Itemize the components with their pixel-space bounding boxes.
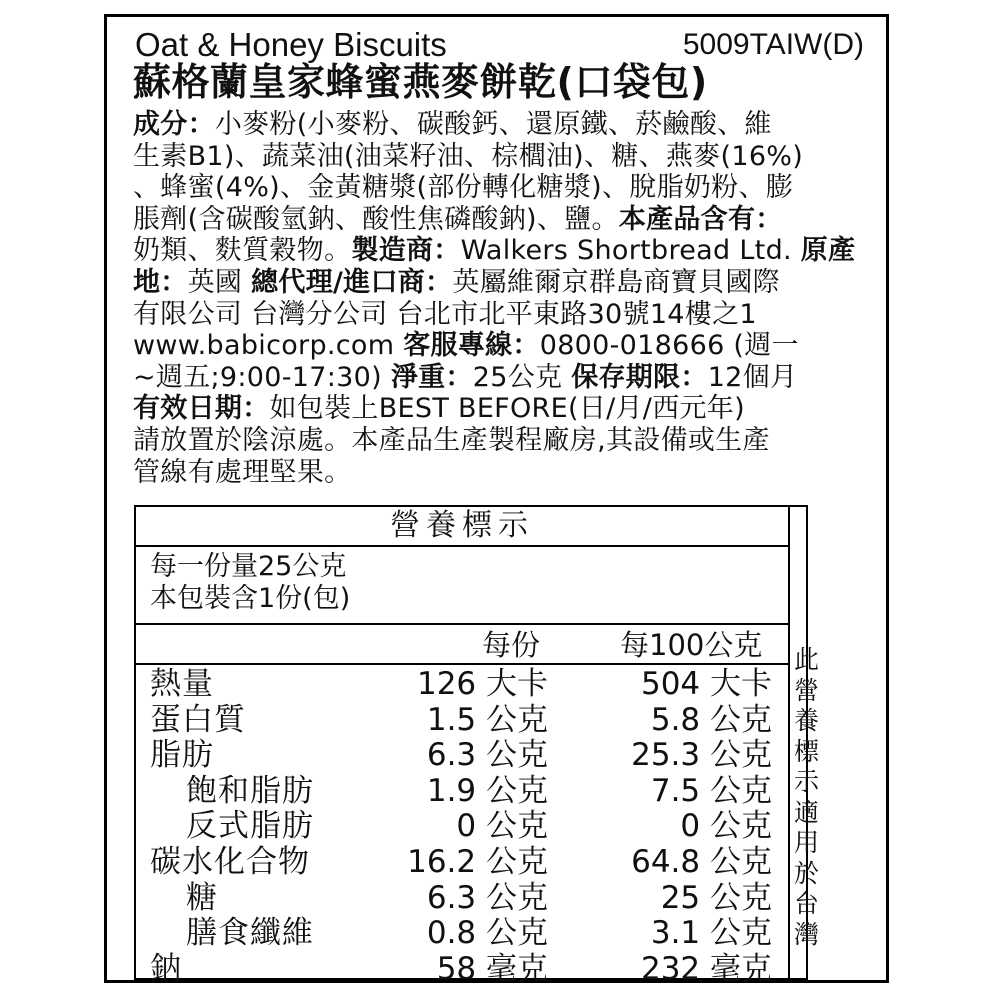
nutrition-row (136, 845, 788, 881)
side-note-char: 用 (794, 828, 820, 857)
side-note-char: 適 (794, 797, 820, 827)
nutrition-rows (136, 667, 788, 987)
bold-label: 客服專線： (403, 330, 540, 362)
label-text: Walkers Shortbread Ltd. (460, 235, 801, 267)
ingredients-line (133, 299, 757, 331)
ingredients-line (133, 235, 855, 267)
bold-label: 保存期限： (571, 361, 708, 393)
bold-label: 地： (133, 267, 188, 298)
per-100g-value: 0 公克 (680, 808, 772, 845)
ingredients-line (133, 393, 745, 425)
taiwan-applicability-note (794, 645, 818, 950)
ingredients-line (133, 141, 803, 173)
per-serving-value: 6.3 公克 (426, 737, 548, 774)
nutrition-table (134, 505, 820, 987)
nutrient-name: 飽和脂肪 (186, 772, 314, 809)
nutrient-name: 蛋白質 (150, 701, 246, 738)
ingredients-line (133, 362, 797, 394)
side-note-char: 灣 (794, 919, 820, 949)
ingredients-line (133, 457, 351, 489)
per-100g-value: 7.5 公克 (650, 772, 772, 809)
bold-label: 總代理/進口商： (251, 267, 453, 298)
side-note-char: 標 (794, 736, 820, 766)
label-text: 25公克 (472, 361, 572, 393)
per-100g-value: 64.8 公克 (631, 843, 772, 880)
ingredients-line (133, 267, 780, 299)
ingredients-line (133, 204, 783, 236)
side-note-char: 營 (794, 675, 820, 705)
nutrient-name: 脂肪 (150, 737, 214, 774)
ingredients-line (133, 330, 799, 362)
label-text: 英國 (187, 267, 252, 298)
per-serving-value: 0 公克 (456, 808, 548, 845)
ingredients-line (133, 172, 793, 204)
serving-info (150, 551, 350, 615)
per-serving-header: 每份 (482, 628, 541, 662)
bold-label: 製造商： (351, 235, 461, 267)
label-text: ~週五;9:00-17:30) (133, 361, 391, 393)
label-text: 小麥粉(小麥粉、碳酸鈣、還原鐵、菸鹼酸、維 (214, 109, 772, 140)
nutrition-heading: 營養標示 (136, 507, 788, 547)
per-100g-value: 232 毫克 (640, 950, 772, 987)
chinese-product-title: 蘇格蘭皇家蜂蜜燕麥餅乾(口袋包) (133, 60, 708, 104)
nutrition-row (136, 916, 788, 952)
nutrient-name: 糖 (186, 879, 218, 916)
label-text: 12個月 (707, 361, 798, 393)
per-100g-value: 5.8 公克 (650, 701, 772, 738)
side-note-char: 示 (794, 767, 820, 796)
label-text: 英屬維爾京群島商寶貝國際 (452, 267, 780, 298)
label-text: www.babicorp.com (133, 330, 404, 362)
per-serving-value: 16.2 公克 (407, 843, 548, 880)
nutrition-row (136, 881, 788, 917)
label-text: 奶類、麩質穀物。 (133, 235, 352, 267)
side-note-char: 此 (794, 645, 820, 674)
nutrient-name: 熱量 (150, 666, 214, 702)
label-text: 請放置於陰涼處。本產品生產製程廠房,其設備或生產 (133, 425, 770, 456)
per-100g-header: 每100公克 (620, 628, 763, 662)
nutrient-name: 鈉 (150, 950, 182, 987)
nutrition-row (136, 809, 788, 845)
per-100g-value: 25.3 公克 (631, 737, 772, 774)
ingredients-line (133, 425, 770, 457)
per-serving-value: 126 大卡 (416, 666, 548, 702)
label-text: 、蜂蜜(4%)、金黃糖漿(部份轉化糖漿)、脫脂奶粉、膨 (133, 172, 794, 204)
bold-label: 淨重： (390, 361, 473, 393)
per-serving-value: 0.8 公克 (426, 915, 548, 952)
serving-size: 每一份量25公克 (150, 551, 347, 582)
nutrition-row (136, 774, 788, 810)
per-serving-value: 1.5 公克 (426, 701, 548, 738)
nutrition-column-headers (136, 623, 788, 665)
servings-per-package: 本包裝含1份(包) (150, 583, 351, 614)
per-100g-value: 25 公克 (660, 879, 772, 916)
label-text: 管線有處理堅果。 (133, 456, 352, 488)
label-text: 脹劑(含碳酸氫鈉、酸性焦磷酸鈉)、鹽。 (133, 203, 619, 235)
label-text: 有限公司 台灣分公司 台北市北平東路30號14樓之1 (133, 298, 757, 330)
per-serving-value: 58 毫克 (436, 950, 548, 987)
per-serving-value: 1.9 公克 (426, 772, 548, 809)
bold-label: 原產 (800, 235, 856, 267)
nutrition-row (136, 738, 788, 774)
bold-label: 有效日期： (133, 393, 270, 425)
label-text: 0800-018666 (週一 (539, 330, 799, 362)
product-code: 5009TAIW(D) (682, 28, 864, 61)
english-product-title: Oat & Honey Biscuits (135, 26, 447, 63)
label-text: 生素B1)、蔬菜油(油菜籽油、棕櫚油)、糖、燕麥(16%) (133, 140, 804, 172)
ingredients-line (133, 109, 772, 141)
per-100g-value: 3.1 公克 (650, 915, 772, 952)
nutrition-row (136, 703, 788, 739)
side-note-char: 台 (794, 889, 820, 918)
bold-label: 成分： (133, 109, 215, 140)
label-text: 如包裝上BEST BEFORE(日/月/西元年) (269, 393, 745, 425)
nutrient-name: 碳水化合物 (150, 843, 310, 880)
table-divider (788, 507, 790, 978)
side-note-char: 於 (794, 858, 820, 888)
nutrient-name: 反式脂肪 (186, 808, 314, 845)
side-note-char: 養 (794, 706, 820, 735)
nutrition-row (136, 667, 788, 703)
nutrient-name: 膳食纖維 (186, 915, 314, 952)
bold-label: 本產品含有： (618, 203, 783, 235)
nutrition-row (136, 952, 788, 988)
per-100g-value: 504 大卡 (640, 666, 772, 702)
per-serving-value: 6.3 公克 (426, 879, 548, 916)
